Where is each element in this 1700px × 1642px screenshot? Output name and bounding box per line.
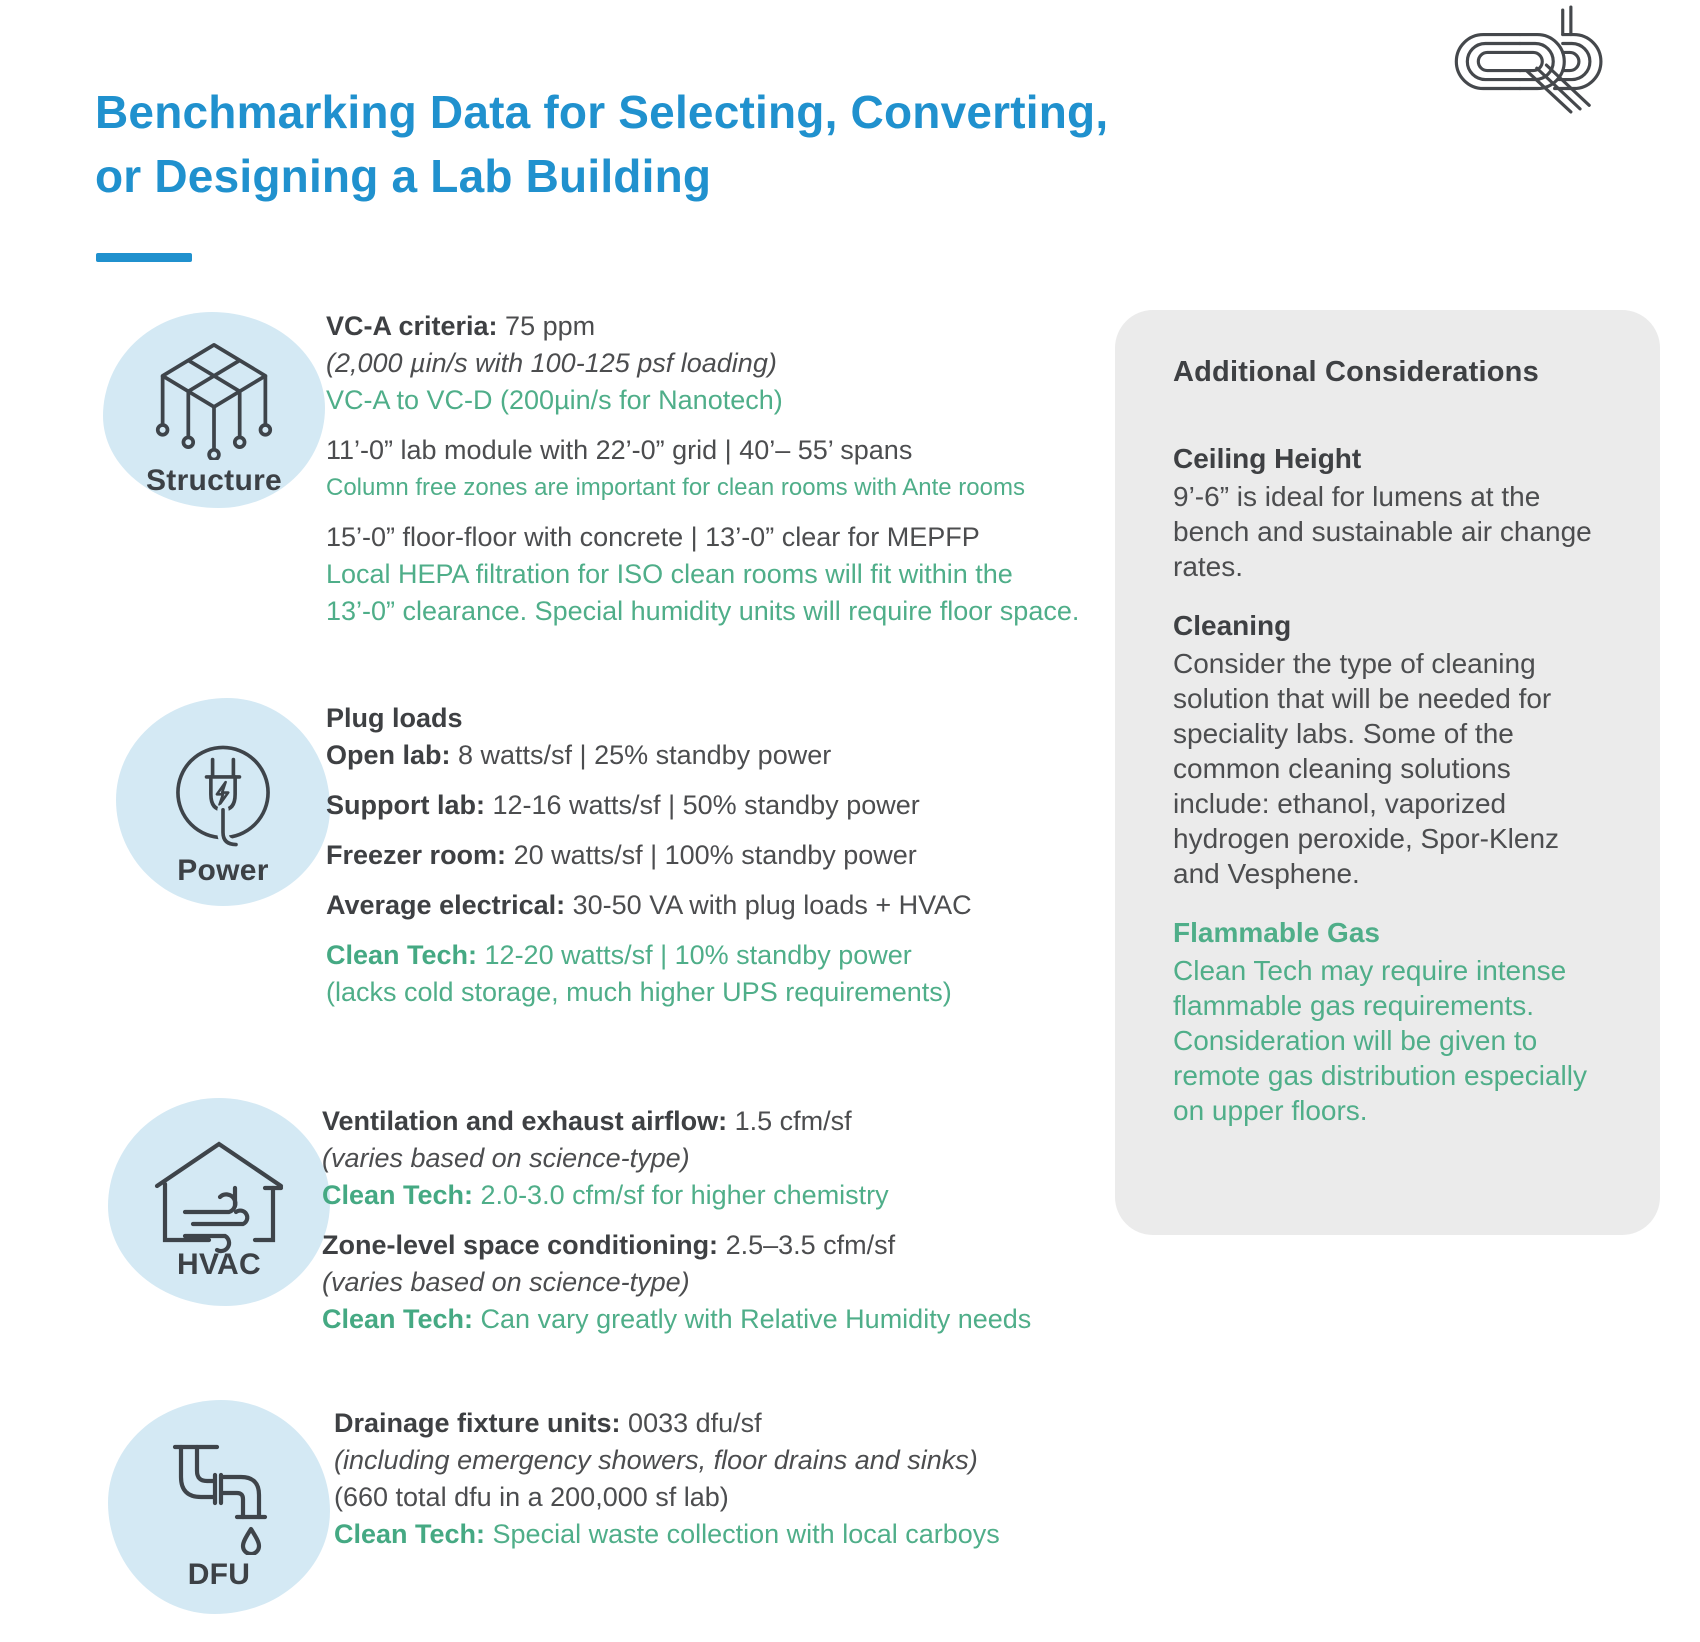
dfu-label: DFU [187, 1558, 251, 1591]
text-line [334, 1405, 1000, 1442]
line-label: Zone-level space conditioning: [322, 1230, 719, 1260]
panel-item-heading: Cleaning [1173, 610, 1292, 641]
line-text: Special waste collection with local carboys [485, 1519, 1000, 1549]
text-line [334, 1516, 1000, 1553]
line-text: (660 total dfu in a 200,000 sf lab) [334, 1482, 729, 1512]
panel-item-heading: Flammable Gas [1173, 917, 1380, 948]
line-text: 12-16 watts/sf | 50% standby power [484, 790, 920, 820]
page-title [95, 80, 1108, 208]
line-text: 75 ppm [497, 311, 596, 341]
dfu-text-block [334, 1405, 1000, 1553]
panel-item-flammable-gas [1173, 917, 1602, 1128]
line-text: 30-50 VA with plug loads + HVAC [565, 890, 972, 920]
text-line [326, 382, 1079, 419]
line-text: (2,000 µin/s with 100-125 psf loading) [326, 348, 777, 378]
line-text: Local HEPA filtration for ISO clean rooms will fit within the [326, 559, 1013, 589]
line-label: Clean Tech: [322, 1304, 474, 1334]
line-label: Average electrical: [326, 890, 566, 920]
power-badge [116, 698, 330, 906]
text-line [326, 519, 1079, 556]
line-label: Open lab: [326, 740, 451, 770]
panel-item-ceiling-height [1173, 443, 1602, 584]
panel-item-cleaning [1173, 610, 1602, 891]
line-text: 11’-0” lab module with 22’-0” grid | 40’– 55’ spans [326, 435, 913, 465]
text-line [322, 1103, 1031, 1140]
line-text: 1.5 cfm/sf [727, 1106, 852, 1136]
additional-considerations-panel [1115, 310, 1660, 1235]
page-title-line1: Benchmarking Data for Selecting, Converting, [95, 86, 1109, 138]
line-label: Clean Tech: [326, 940, 478, 970]
pipe-drain-icon [149, 1425, 289, 1555]
text-line [326, 469, 1079, 506]
line-text: (lacks cold storage, much higher UPS requirements) [326, 977, 952, 1007]
text-line [326, 837, 972, 874]
line-text: 15’-0” floor-floor with concrete | 13’-0” clear for MEPFP [326, 522, 980, 552]
structure-icon [148, 336, 281, 460]
hvac-badge [108, 1098, 330, 1306]
line-text: 12-20 watts/sf | 10% standby power [477, 940, 912, 970]
power-label: Power [177, 854, 269, 887]
power-text-block [326, 700, 972, 1011]
line-text: 2.0-3.0 cfm/sf for higher chemistry [473, 1180, 889, 1210]
hvac-text-block [322, 1103, 1031, 1338]
text-line [326, 345, 1079, 382]
line-text: 8 watts/sf | 25% standby power [450, 740, 832, 770]
house-airflow-icon [139, 1134, 299, 1262]
panel-item-body: Clean Tech may require intense flammable gas requirements. Consideration will be given to remote gas distribution especially on upper floors. [1173, 955, 1587, 1126]
panel-title: Additional Considerations [1173, 356, 1539, 388]
line-label: Drainage fixture units: [334, 1408, 621, 1438]
text-line [326, 700, 972, 737]
text-line [322, 1301, 1031, 1338]
text-line [322, 1177, 1031, 1214]
text-line [326, 556, 1079, 593]
line-label: Clean Tech: [334, 1519, 486, 1549]
line-text: (varies based on science-type) [322, 1143, 690, 1173]
text-line [322, 1264, 1031, 1301]
line-text: 2.5–3.5 cfm/sf [718, 1230, 896, 1260]
text-line [326, 432, 1079, 469]
text-line [326, 308, 1079, 345]
line-label: Support lab: [326, 790, 485, 820]
line-label: VC-A criteria: [326, 311, 498, 341]
line-text: 20 watts/sf | 100% standby power [506, 840, 917, 870]
line-label: Plug loads [326, 703, 463, 733]
structure-label: Structure [145, 464, 283, 497]
text-line [334, 1479, 1000, 1516]
text-line [334, 1442, 1000, 1479]
page-title-line2: or Designing a Lab Building [95, 150, 712, 202]
dfu-badge [108, 1400, 330, 1614]
text-line [326, 737, 972, 774]
line-text: Can vary greatly with Relative Humidity needs [473, 1304, 1032, 1334]
structure-text-block [326, 308, 1079, 630]
structure-badge [103, 312, 325, 508]
text-line [326, 593, 1079, 630]
panel-item-heading: Ceiling Height [1173, 443, 1362, 474]
text-line [326, 974, 972, 1011]
line-text: (varies based on science-type) [322, 1267, 690, 1297]
line-label: Freezer room: [326, 840, 507, 870]
text-line [322, 1140, 1031, 1177]
line-label: Ventilation and exhaust airflow: [322, 1106, 728, 1136]
line-text: VC-A to VC-D (200µin/s for Nanotech) [326, 385, 783, 415]
line-text: (including emergency showers, floor drains and sinks) [334, 1445, 978, 1475]
line-text: 0033 dfu/sf [620, 1408, 762, 1438]
crb-logo [1440, 4, 1604, 116]
line-label: Clean Tech: [322, 1180, 474, 1210]
text-line [322, 1227, 1031, 1264]
power-plug-icon [158, 728, 288, 864]
line-text: 13’-0” clearance. Special humidity units will require floor space. [326, 596, 1080, 626]
text-line [326, 887, 972, 924]
title-underline [96, 253, 192, 262]
panel-item-body: Consider the type of cleaning solution that will be needed for speciality labs. Some of the common cleaning solutions include: ethanol, vaporized hydrogen peroxide, Spor-Klenz and Vesphene. [1173, 648, 1560, 889]
hvac-label: HVAC [177, 1248, 261, 1281]
line-text: Column free zones are important for clean rooms with Ante rooms [326, 474, 1025, 501]
text-line [326, 937, 972, 974]
panel-item-body: 9’-6” is ideal for lumens at the bench and sustainable air change rates. [1173, 481, 1592, 582]
text-line [326, 787, 972, 824]
